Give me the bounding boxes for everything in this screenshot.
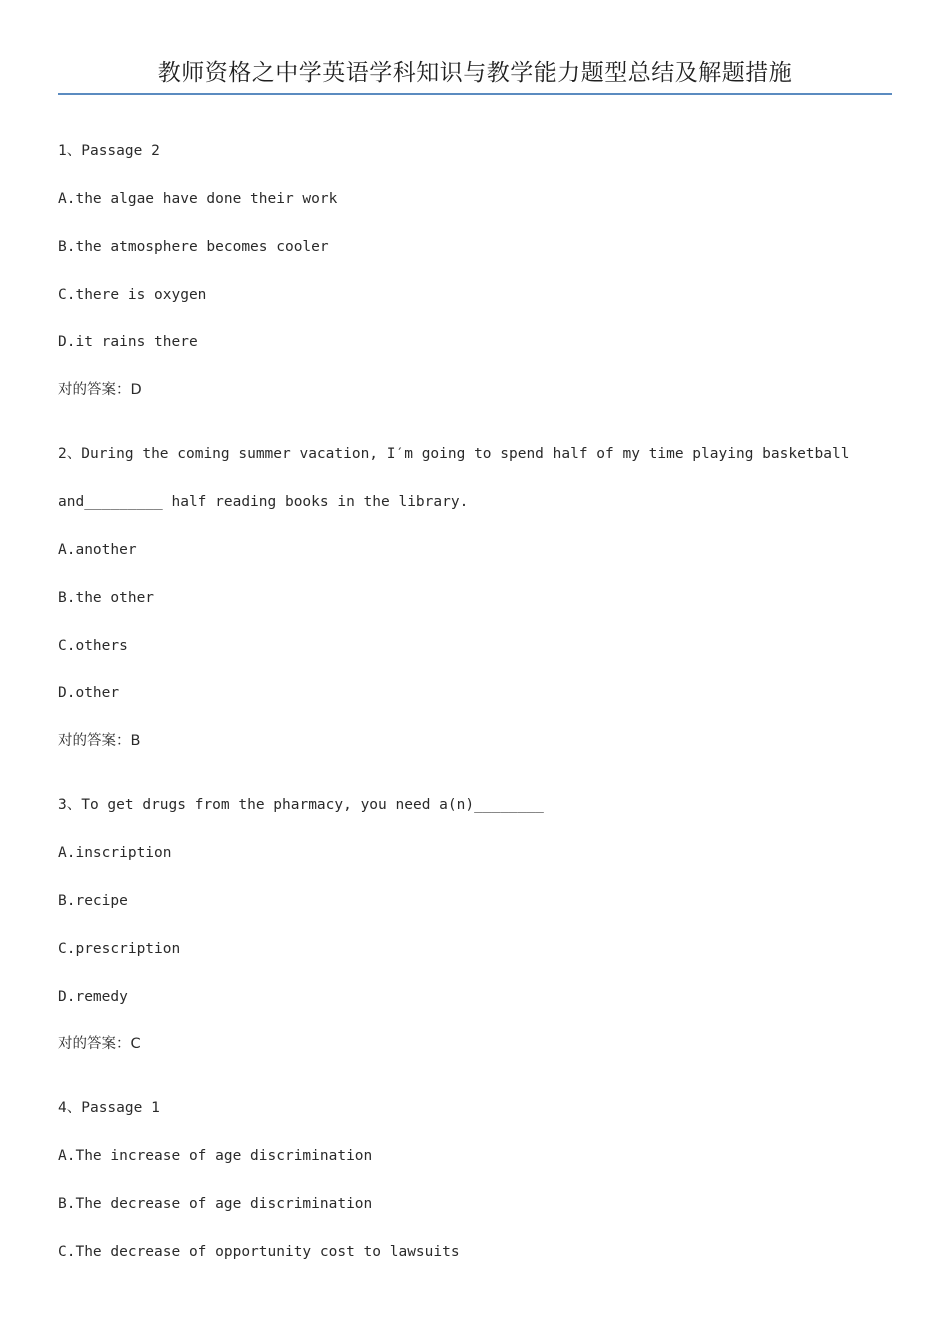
question-4-option-c: C.The decrease of opportunity cost to lawsuits (58, 1244, 460, 1260)
question-2-option-d: D.other (58, 685, 120, 701)
question-1-option-d: D.it rains there (58, 334, 198, 350)
question-3-option-d: D.remedy (58, 989, 128, 1005)
question-2-option-a: A.another (58, 542, 137, 558)
question-4-option-a: A.The increase of age discrimination (58, 1148, 373, 1164)
question-3-option-a: A.inscription (58, 845, 172, 861)
question-1-stem: 1、Passage 2 (58, 143, 160, 159)
question-1-option-a: A.the algae have done their work (58, 191, 338, 207)
question-3-stem: 3、To get drugs from the pharmacy, you need a(n)________ (58, 797, 544, 813)
question-3-answer: 对的答案：C (58, 1036, 141, 1052)
question-1-option-c: C.there is oxygen (58, 287, 207, 303)
question-4-stem: 4、Passage 1 (58, 1100, 160, 1116)
question-3-option-c: C.prescription (58, 941, 181, 957)
question-2-stem-line-2: and_________ half reading books in the library. (58, 494, 469, 510)
question-4-option-b: B.The decrease of age discrimination (58, 1196, 373, 1212)
question-2-answer: 对的答案：B (58, 733, 141, 749)
document-title: 教师资格之中学英语学科知识与教学能力题型总结及解题措施 (157, 60, 793, 86)
question-2-option-b: B.the other (58, 590, 155, 606)
question-2-stem-line-1: 2、During the coming summer vacation, I′m going to spend half of my time playing basketball (58, 446, 850, 462)
question-1-option-b: B.the atmosphere becomes cooler (58, 239, 329, 255)
question-3-option-b: B.recipe (58, 893, 128, 909)
question-1-answer: 对的答案：D (58, 382, 142, 398)
header-divider (58, 93, 892, 95)
question-2-option-c: C.others (58, 638, 128, 654)
